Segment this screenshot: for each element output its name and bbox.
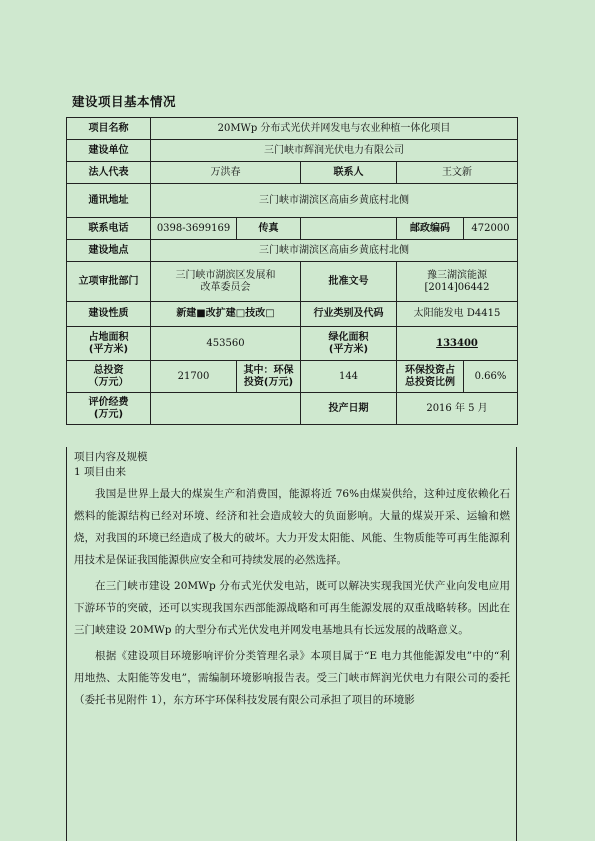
approval-no-value: [397, 262, 518, 302]
row-nature: [67, 302, 518, 327]
postcode-label: 邮政编码: [397, 218, 464, 240]
total-invest-label-line1: 总投资: [93, 364, 124, 376]
nature-value: 新建■改扩建□技改□: [151, 302, 301, 327]
fax-value: [301, 218, 397, 240]
contact-label: 联系人: [301, 162, 397, 184]
total-invest-label-line2: （万元）: [88, 376, 129, 388]
eval-fee-label: [67, 393, 151, 425]
site-label: 建设地点: [67, 240, 151, 262]
fax-label: 传真: [237, 218, 301, 240]
content-paragraph: 根据《建设项目环境影响评价分类管理名录》本项目属于“E 电力其他能源发电”中的“利用地热、太阳能等发电”，需编制环境影响报告表。受三门峡市辉润光伏电力有限公司的委托（委托书见附件 1），东方环宇环保科技发展有限公司承担了项目的环境影: [74, 650, 510, 706]
approval-no-value-line1: 豫三湖滨能源: [427, 269, 487, 281]
builder-value: 三门峡市辉润光伏电力有限公司: [151, 140, 518, 162]
env-invest-label: [237, 361, 301, 393]
total-invest-label: [67, 361, 151, 393]
row-builder: [67, 140, 518, 162]
approval-dept-value-line1: 三门峡市湖滨区发展和: [175, 269, 276, 281]
legal-rep-value: 万洪春: [151, 162, 301, 184]
green-area-number: 133400: [436, 337, 478, 349]
address-value: 三门峡市湖滨区高庙乡黄底村北侧: [151, 184, 518, 218]
content-subheading: 1 项目由来: [74, 466, 127, 478]
env-ratio-label-line1: 环保投资占: [405, 364, 455, 376]
env-invest-value: 144: [301, 361, 397, 393]
row-project-name: [67, 118, 518, 140]
nature-label: 建设性质: [67, 302, 151, 327]
green-area-label: [301, 327, 397, 361]
row-legal-rep: [67, 162, 518, 184]
row-approval: [67, 262, 518, 302]
content-paragraph: 在三门峡市建设 20MWp 分布式光伏发电站，既可以解决实现我国光伏产业向发电应用下游环节的突破，还可以实现我国东西部能源战略和可再生能源发展的双重战略转移。因此在三门峡建设 20MWp 的大型分布式光伏发电并网发电基地具有长远发展的战略意义。: [74, 580, 510, 636]
env-invest-label-line2: 投资(万元): [243, 376, 294, 388]
row-area: [67, 327, 518, 361]
approval-dept-label: 立项审批部门: [67, 262, 151, 302]
land-area-label: [67, 327, 151, 361]
approval-no-label: 批准文号: [301, 262, 397, 302]
land-area-label-line2: (平方米): [88, 343, 129, 355]
approval-dept-value-line2: 改革委员会: [200, 281, 251, 293]
contact-value: 王文新: [397, 162, 518, 184]
industry-label: 行业类别及代码: [301, 302, 397, 327]
project-name-label: 项目名称: [67, 118, 151, 140]
legal-rep-label: 法人代表: [67, 162, 151, 184]
row-phone: [67, 218, 518, 240]
address-label: 通讯地址: [67, 184, 151, 218]
land-area-value: 453560: [151, 327, 301, 361]
row-site: [67, 240, 518, 262]
row-eval-fee: [67, 393, 518, 425]
start-date-value: 2016 年 5 月: [397, 393, 518, 425]
approval-dept-value: [151, 262, 301, 302]
builder-label: 建设单位: [67, 140, 151, 162]
industry-value: 太阳能发电 D4415: [397, 302, 518, 327]
green-area-label-line2: (平方米): [328, 343, 369, 355]
green-area-value: [397, 327, 518, 361]
eval-fee-label-line2: (万元): [93, 408, 124, 420]
approval-no-value-line2: [2014]06442: [424, 281, 490, 293]
project-content: [66, 447, 517, 841]
env-ratio-value: 0.66%: [464, 361, 518, 393]
eval-fee-value: [151, 393, 301, 425]
row-investment: [67, 361, 518, 393]
row-address: [67, 184, 518, 218]
phone-value: 0398-3699169: [151, 218, 237, 240]
site-value: 三门峡市湖滨区高庙乡黄底村北侧: [151, 240, 518, 262]
phone-label: 联系电话: [67, 218, 151, 240]
total-invest-value: 21700: [151, 361, 237, 393]
section-title: 建设项目基本情况: [72, 94, 177, 109]
start-date-label: 投产日期: [301, 393, 397, 425]
content-heading: 项目内容及规模: [74, 451, 148, 463]
env-ratio-label-line2: 总投资比例: [405, 376, 455, 388]
postcode-value: 472000: [464, 218, 518, 240]
env-invest-label-line1: 其中：环保: [243, 364, 294, 376]
env-ratio-label: [397, 361, 464, 393]
project-name-value: 20MWp 分布式光伏并网发电与农业种植一体化项目: [151, 118, 518, 140]
eval-fee-label-line1: 评价经费: [88, 396, 129, 408]
content-paragraph: 我国是世界上最大的煤炭生产和消费国，能源将近 76%由煤炭供给，这种过度依赖化石燃料的能源结构已经对环境、经济和社会造成较大的负面影响。大量的煤炭开采、运输和燃烧，对我国的环境已经造成了极大的破坏。大力开发太阳能、风能、生物质能等可再生能源利用技术是保证我国能源供应安全和可持续发展的必然选择。: [74, 488, 510, 566]
green-area-label-line1: 绿化面积: [328, 331, 369, 343]
land-area-label-line1: 占地面积: [88, 331, 129, 343]
basic-info-table: [66, 117, 518, 425]
